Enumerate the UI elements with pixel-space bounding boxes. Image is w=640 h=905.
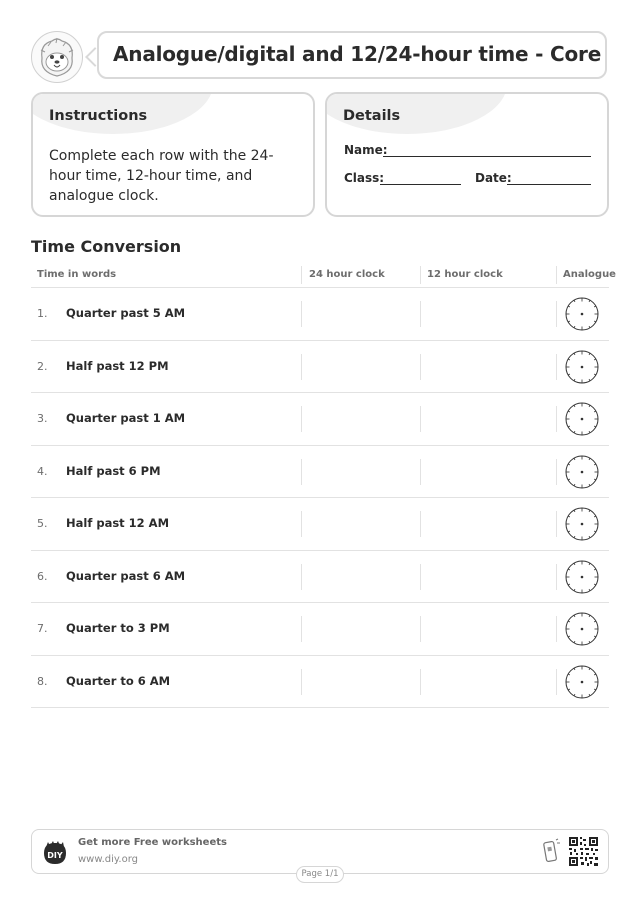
sloth-mascot-icon [31, 31, 83, 83]
row-divider [31, 392, 609, 393]
details-card [325, 92, 609, 217]
24h-answer-cell [301, 564, 302, 590]
12h-answer-cell [420, 564, 421, 590]
24h-answer-cell [301, 354, 302, 380]
time-in-words: Quarter past 6 AM [66, 568, 186, 583]
column-header-12h: 12 hour clock [427, 269, 503, 280]
date-label: Date: [475, 171, 512, 185]
row-divider [31, 497, 609, 498]
analogue-cell-divider [556, 301, 557, 327]
12h-answer-cell [420, 459, 421, 485]
12h-answer-cell [420, 511, 421, 537]
page-indicator: Page 1/1 [296, 866, 344, 883]
row-divider [31, 550, 609, 551]
12h-answer-cell [420, 616, 421, 642]
page-title: Analogue/digital and 12/24-hour time - Core [113, 42, 602, 66]
diy-logo-icon [41, 839, 69, 867]
column-header-words: Time in words [37, 269, 117, 280]
row-number: 4. [37, 464, 48, 478]
blank-clock-face-icon[interactable] [565, 665, 599, 699]
svg-text:DIY: DIY [47, 851, 63, 860]
instructions-text: Complete each row with the 24-hour time, 12-hour time, and analogue clock. [49, 148, 274, 204]
12h-answer-cell [420, 669, 421, 695]
analogue-cell-divider [556, 616, 557, 642]
blank-clock-face-icon[interactable] [565, 350, 599, 384]
instructions-card [31, 92, 315, 217]
class-label: Class: [344, 171, 385, 185]
row-number: 6. [37, 569, 48, 583]
blank-clock-face-icon[interactable] [565, 402, 599, 436]
name-field[interactable] [383, 156, 591, 157]
analogue-cell-divider [556, 564, 557, 590]
row-divider [31, 340, 609, 341]
row-divider [31, 602, 609, 603]
time-in-words: Half past 12 PM [66, 358, 169, 373]
row-number: 1. [37, 307, 48, 321]
name-label: Name: [344, 143, 388, 157]
time-in-words: Quarter to 3 PM [66, 621, 170, 636]
row-number: 8. [37, 674, 48, 688]
column-header-24h: 24 hour clock [309, 269, 385, 280]
time-in-words: Quarter to 6 AM [66, 673, 171, 688]
qr-code-icon [568, 836, 599, 867]
time-in-words: Quarter past 1 AM [66, 411, 186, 426]
analogue-cell-divider [556, 669, 557, 695]
phone-icon [543, 838, 561, 864]
row-number: 7. [37, 622, 48, 636]
column-header-analogue: Analogue [563, 269, 616, 280]
blank-clock-face-icon[interactable] [565, 297, 599, 331]
time-in-words: Half past 6 PM [66, 463, 161, 478]
footer-title: Get more Free worksheets [78, 837, 227, 848]
24h-answer-cell [301, 301, 302, 327]
24h-answer-cell [301, 616, 302, 642]
24h-answer-cell [301, 511, 302, 537]
12h-answer-cell [420, 301, 421, 327]
class-field[interactable] [380, 184, 461, 185]
24h-answer-cell [301, 406, 302, 432]
time-in-words: Quarter past 5 AM [66, 306, 186, 321]
blank-clock-face-icon[interactable] [565, 560, 599, 594]
blank-clock-face-icon[interactable] [565, 455, 599, 489]
blank-clock-face-icon[interactable] [565, 612, 599, 646]
24h-answer-cell [301, 669, 302, 695]
24h-answer-cell [301, 459, 302, 485]
analogue-cell-divider [556, 406, 557, 432]
blank-clock-face-icon[interactable] [565, 507, 599, 541]
section-title: Time Conversion [31, 237, 182, 256]
row-number: 3. [37, 412, 48, 426]
12h-answer-cell [420, 406, 421, 432]
details-heading: Details [343, 108, 401, 124]
analogue-cell-divider [556, 459, 557, 485]
row-divider [31, 445, 609, 446]
12h-answer-cell [420, 354, 421, 380]
row-divider [31, 707, 609, 708]
time-in-words: Half past 12 AM [66, 516, 170, 531]
row-number: 2. [37, 359, 48, 373]
row-number: 5. [37, 517, 48, 531]
row-divider [31, 655, 609, 656]
date-field[interactable] [507, 184, 591, 185]
footer-url[interactable]: www.diy.org [78, 854, 138, 865]
analogue-cell-divider [556, 354, 557, 380]
analogue-cell-divider [556, 511, 557, 537]
instructions-heading: Instructions [49, 108, 148, 124]
